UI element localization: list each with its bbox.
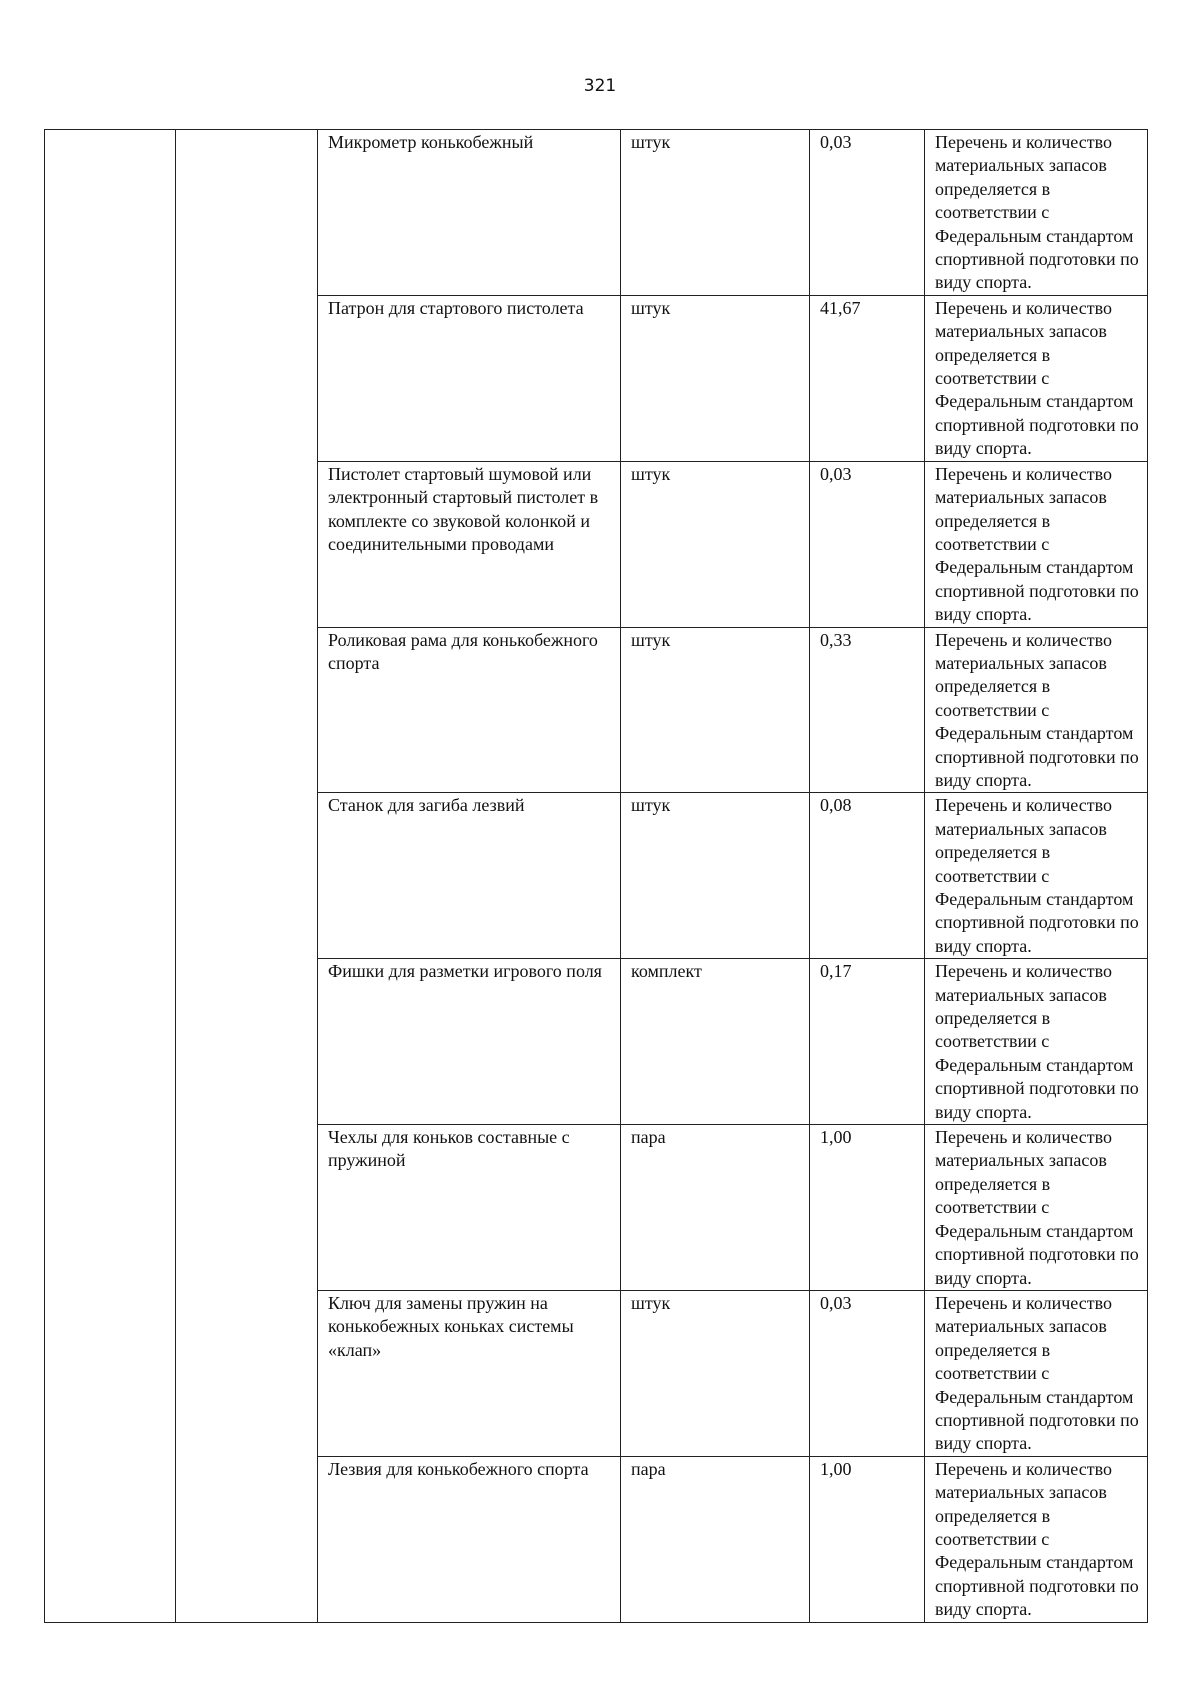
item-quantity: 0,33 <box>820 629 852 650</box>
item-note: Перечень и количество материальных запасов определяется в соответствии с Федеральным стандартом спортивной подготовки по виду спорта. <box>935 132 1139 293</box>
item-quantity: 0,03 <box>820 1292 852 1313</box>
item-note: Перечень и количество материальных запасов определяется в соответствии с Федеральным стандартом спортивной подготовки по виду спорта. <box>935 795 1139 956</box>
unit-cell <box>621 461 810 627</box>
item-name-cell <box>318 295 621 461</box>
item-name-cell <box>318 1456 621 1622</box>
unit-cell <box>621 1125 810 1291</box>
item-name-cell <box>318 627 621 793</box>
unit-cell <box>621 1290 810 1456</box>
quantity-cell <box>810 461 925 627</box>
item-unit: штук <box>631 795 671 816</box>
item-name: Микрометр конькобежный <box>328 132 534 152</box>
merged-cell-column-1 <box>45 130 176 1623</box>
item-name-cell <box>318 1290 621 1456</box>
item-name-cell <box>318 959 621 1125</box>
merged-cell-column-2 <box>176 130 318 1623</box>
item-unit: штук <box>631 463 671 484</box>
item-name-cell <box>318 793 621 959</box>
note-cell <box>925 1125 1148 1291</box>
quantity-cell <box>810 959 925 1125</box>
item-unit: штук <box>631 297 671 318</box>
item-unit: комплект <box>631 961 702 982</box>
quantity-cell <box>810 793 925 959</box>
item-name: Патрон для стартового пистолета <box>328 297 584 318</box>
note-cell <box>925 1456 1148 1622</box>
quantity-cell <box>810 1125 925 1291</box>
note-cell <box>925 959 1148 1125</box>
quantity-cell <box>810 1290 925 1456</box>
item-name: Пистолет стартовый шумовой или электронный стартовый пистолет в комплекте со звуковой колонкой и соединительными проводами <box>328 463 599 554</box>
item-name: Лезвия для конькобежного спорта <box>328 1458 589 1479</box>
item-name: Чехлы для коньков составные с пружиной <box>328 1127 570 1171</box>
note-cell <box>925 295 1148 461</box>
item-quantity: 1,00 <box>820 1127 852 1148</box>
item-note: Перечень и количество материальных запасов определяется в соответствии с Федеральным стандартом спортивной подготовки по виду спорта. <box>935 463 1139 625</box>
item-name: Фишки для разметки игрового поля <box>328 961 602 982</box>
unit-cell <box>621 793 810 959</box>
item-quantity: 41,67 <box>820 297 861 318</box>
unit-cell <box>621 130 810 296</box>
item-quantity: 0,08 <box>820 795 852 816</box>
quantity-cell <box>810 295 925 461</box>
note-cell <box>925 793 1148 959</box>
note-cell <box>925 461 1148 627</box>
item-unit: штук <box>631 629 671 650</box>
quantity-cell <box>810 1456 925 1622</box>
item-name-cell <box>318 1125 621 1291</box>
note-cell <box>925 1290 1148 1456</box>
item-note: Перечень и количество материальных запасов определяется в соответствии с Федеральным стандартом спортивной подготовки по виду спорта. <box>935 961 1139 1122</box>
item-name-cell <box>318 130 621 296</box>
equipment-table <box>44 129 1148 1623</box>
item-unit: штук <box>631 132 671 152</box>
item-name: Станок для загиба лезвий <box>328 795 525 816</box>
item-note: Перечень и количество материальных запасов определяется в соответствии с Федеральным стандартом спортивной подготовки по виду спорта. <box>935 1458 1139 1620</box>
page-number: 321 <box>583 76 617 96</box>
item-unit: пара <box>631 1127 666 1148</box>
item-unit: штук <box>631 1292 671 1313</box>
item-note: Перечень и количество материальных запасов определяется в соответствии с Федеральным стандартом спортивной подготовки по виду спорта. <box>935 297 1139 459</box>
note-cell <box>925 627 1148 793</box>
item-name-cell <box>318 461 621 627</box>
quantity-cell <box>810 627 925 793</box>
item-quantity: 0,17 <box>820 961 852 982</box>
item-quantity: 0,03 <box>820 132 852 152</box>
item-note: Перечень и количество материальных запасов определяется в соответствии с Федеральным стандартом спортивной подготовки по виду спорта. <box>935 629 1139 790</box>
table-row <box>45 130 1148 296</box>
unit-cell <box>621 295 810 461</box>
note-cell <box>925 130 1148 296</box>
item-quantity: 0,03 <box>820 463 852 484</box>
item-note: Перечень и количество материальных запасов определяется в соответствии с Федеральным стандартом спортивной подготовки по виду спорта. <box>935 1127 1139 1288</box>
quantity-cell <box>810 130 925 296</box>
item-quantity: 1,00 <box>820 1458 852 1479</box>
item-note: Перечень и количество материальных запасов определяется в соответствии с Федеральным стандартом спортивной подготовки по виду спорта. <box>935 1292 1139 1454</box>
item-name: Роликовая рама для конькобежного спорта <box>328 629 598 673</box>
unit-cell <box>621 627 810 793</box>
item-unit: пара <box>631 1458 666 1479</box>
item-name: Ключ для замены пружин на конькобежных коньках системы «клап» <box>328 1292 574 1360</box>
unit-cell <box>621 1456 810 1622</box>
unit-cell <box>621 959 810 1125</box>
